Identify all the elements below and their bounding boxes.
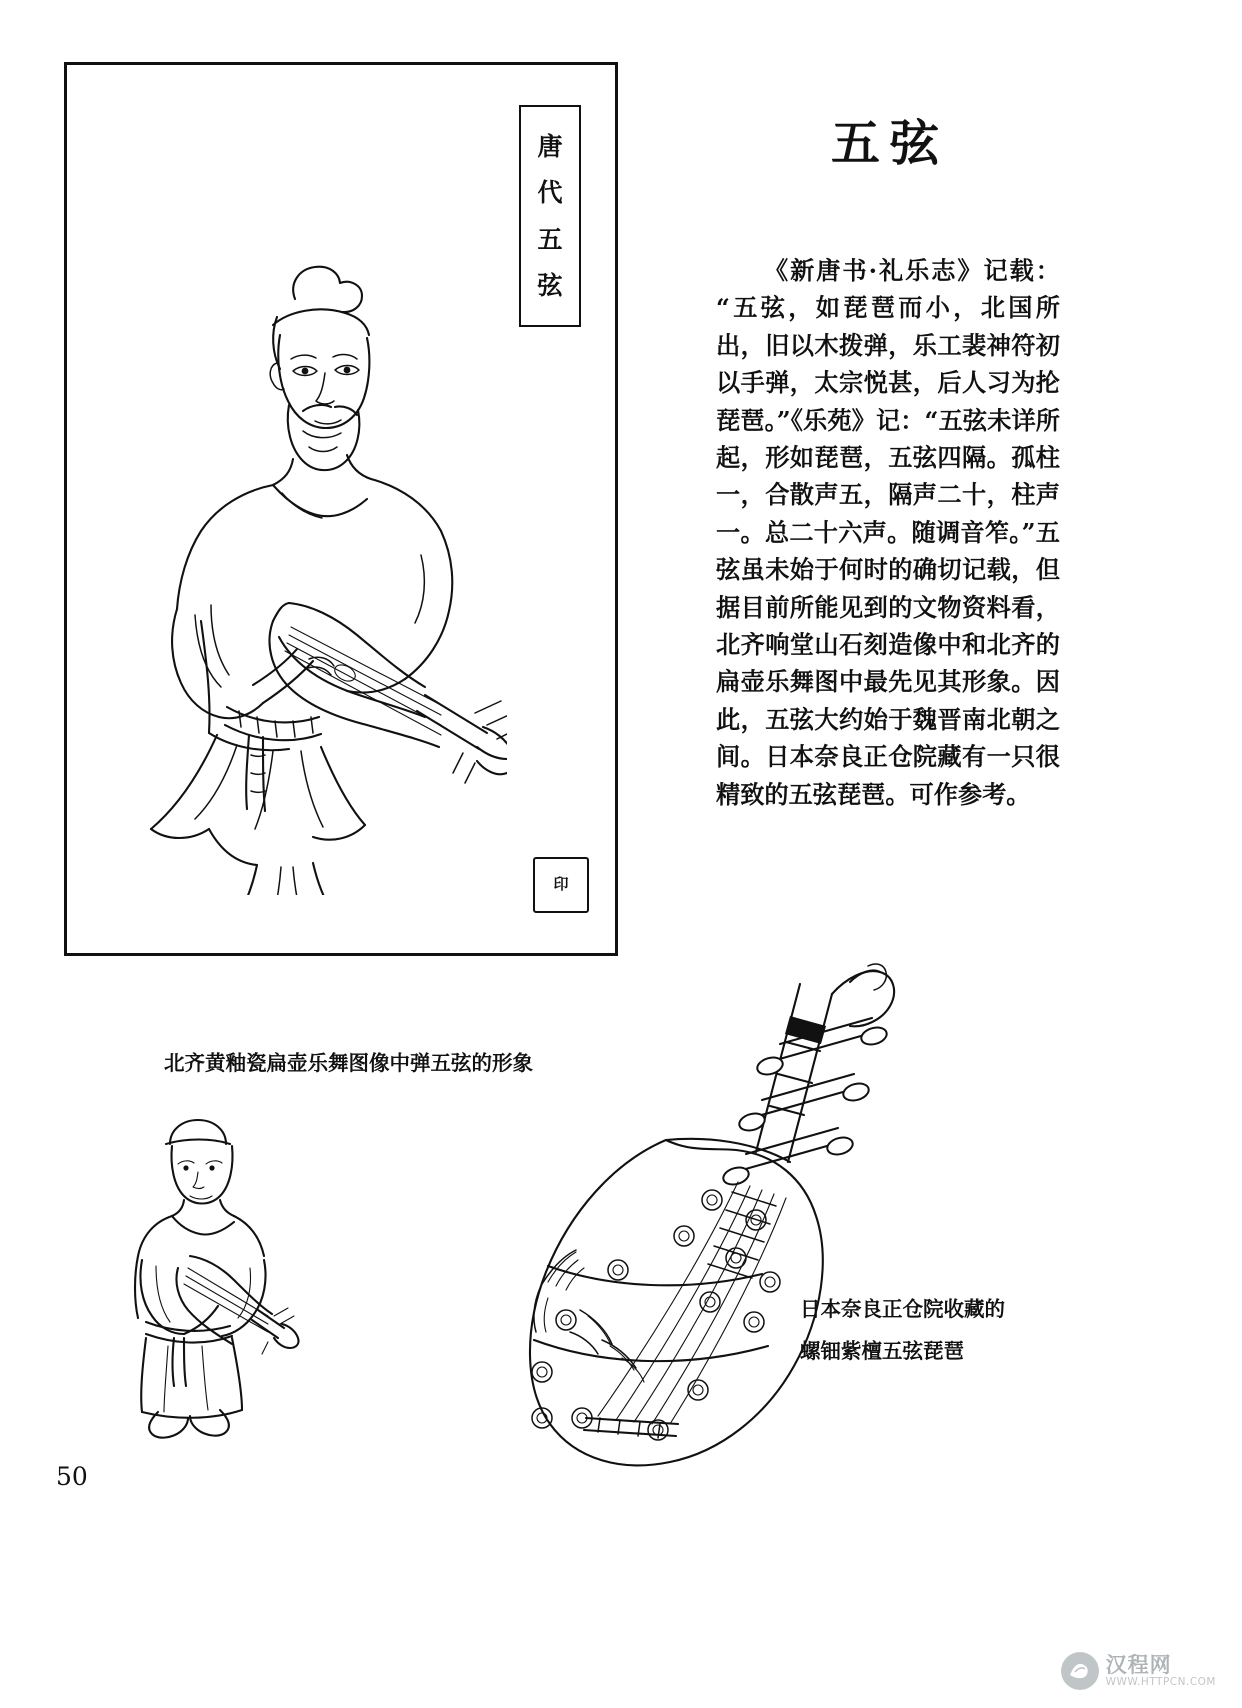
seal-text: 印: [553, 875, 569, 894]
illustration-plate-inner: [67, 65, 615, 953]
page-number: 50: [56, 1462, 88, 1491]
small-musician-line-drawing: [112, 1110, 302, 1440]
lute-in-drawing: [270, 603, 507, 783]
musician-line-drawing: [77, 255, 507, 895]
pipa-line-drawing: [470, 870, 940, 1470]
body-paragraph: 《新唐书·礼乐志》记载：“五弦，如琵琶而小，北国所出，旧以木拨弹，乐工裴神符初以手弹，太宗悦甚，后人习为抡琵琶。”《乐苑》记：“五弦未详所起，形如琵琶，五弦四隔。孤柱一，合散声五，隔声二十，柱声一。总二十六声。随调音笮。”五弦虽未始于何时的确切记载，但据目前所能见到的文物资料看，北齐响堂山石刻造像中和北齐的扁壶乐舞图中最先见其形象。因此，五弦大约始于魏晋南北朝之间。日本奈良正仓院藏有一只很精致的五弦琵琶。可作参考。: [716, 256, 1060, 809]
caption-left: 北齐黄釉瓷扁壶乐舞图像中弹五弦的形象: [164, 1051, 533, 1075]
plate-title-cartouche: [519, 105, 581, 327]
caption-right-line-2: 螺钿紫檀五弦琵琶: [800, 1339, 964, 1363]
cartouche-char-2: 代: [537, 178, 563, 208]
caption-right: [800, 1288, 1060, 1372]
site-watermark: [1061, 1652, 1216, 1690]
watermark-text-block: [1106, 1654, 1216, 1687]
caption-right-line-1: 日本奈良正仓院收藏的: [800, 1297, 1005, 1321]
watermark-site-url: WWW.HTTPCN.COM: [1105, 1675, 1216, 1688]
strings: [598, 1182, 786, 1424]
cartouche-char-4: 弦: [537, 270, 563, 300]
cartouche-char-3: 五: [537, 224, 563, 254]
page-title: 五弦: [830, 114, 949, 172]
watermark-site-name: 汉程网: [1105, 1652, 1172, 1678]
watermark-logo-icon: [1061, 1652, 1099, 1690]
tuning-pegs: [721, 1018, 888, 1187]
small-lute: [176, 1256, 298, 1354]
illustration-plate-frame: [64, 62, 618, 956]
cartouche-char-1: 唐: [537, 132, 563, 162]
